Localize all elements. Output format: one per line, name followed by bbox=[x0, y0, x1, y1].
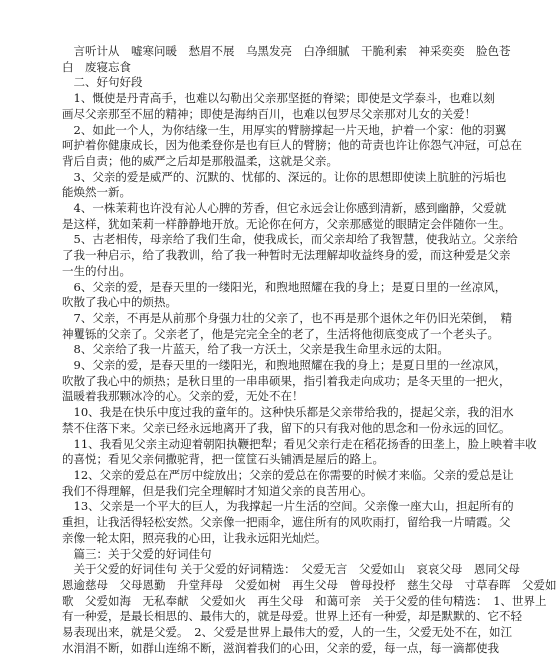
text-line: 一生的付出。 bbox=[62, 263, 131, 278]
text-line: 背后自责；他的威严之后却是那般温柔，这就是父亲。 bbox=[62, 153, 338, 168]
text-line: 3、父亲的爱是威严的、沉默的、忧郁的、深远的。让你的思想即使读上肮脏的污垢也 bbox=[62, 169, 507, 184]
text-line: 9、父亲的爱，是春天里的一缕阳光，和煦地照耀在我的身上；是夏日里的一丝凉风， bbox=[62, 358, 507, 373]
text-line: 6、父亲的爱，是春天里的一缕阳光，和煦地照耀在我的身上；是夏日里的一丝凉风， bbox=[62, 279, 507, 294]
text-line: 画尽父亲那至不屈的精神；即使是海纳百川，也难以包罗尽父亲那对儿女的关爱！ bbox=[62, 106, 476, 121]
text-line: 能焕然一新。 bbox=[62, 185, 131, 200]
text-line: 5、古老相传，母亲给了我们生命，使我成长，而父亲却给了我智慧，使我站立。父亲给 bbox=[62, 232, 518, 247]
text-line: 亲像一轮太阳，照亮我的心田，让我永远阳光灿烂。 bbox=[62, 530, 327, 545]
text-line: 8、父亲给了我一片蓝天，给了我一方沃土，父亲是我生命里永远的太阳。 bbox=[62, 342, 449, 357]
text-line: 吹散了我心中的烦热；是秋日里的一串串硕果，指引着我走向成功；是冬天里的一把火， bbox=[62, 373, 511, 388]
text-line: 水涓涓不断，如群山连绵不断，滋润着我们的心田，父亲的爱，每一点，每一滴都使我 bbox=[62, 640, 499, 655]
text-line: 神矍铄的父亲了。父亲老了，他是完完全全的老了，生活将他彻底变成了一个老头子。 bbox=[62, 326, 499, 341]
text-line: 了我一种启示，给了我教训，给了我一种暂时无法理解却收益终身的爱，而这种爱是父亲 bbox=[62, 248, 511, 263]
text-line: 重担，让我活得轻松安然。父亲像一把雨伞，遮住所有的风吹雨打，留给我一片晴霞。父 bbox=[62, 515, 511, 530]
text-line: 禁不住落下来。父亲已经永远地离开了我，留下的只有我对他的思念和一份永远的回忆。 bbox=[62, 420, 511, 435]
text-line: 2、如此一个人，为你结缘一生，用厚实的臂膀撑起一片天地，护着一个家：他的羽翼 bbox=[62, 122, 507, 137]
text-line: 白 废寝忘食 bbox=[62, 59, 131, 74]
text-line: 恩逾慈母 父母恩勤 升堂拜母 父爱如树 再生父母 曾母投杼 慈生父母 寸草春晖 父爱如 bbox=[62, 577, 557, 592]
section-heading: 篇三：关于父爱的好词佳句 bbox=[62, 546, 212, 561]
text-line: 我们不得理解，但是我们完全理解时才知道父亲的良苦用心。 bbox=[62, 483, 373, 498]
text-line: 12、父亲的爱总在严厉中绽放出；父亲的爱总在你需要的时候才来临。父亲的爱总是让 bbox=[62, 467, 514, 482]
text-line: 温暖着我那颗冰冷的心。父亲的爱，无处不在！ bbox=[62, 389, 304, 404]
text-line: 言听计从 嘘寒问暖 愁眉不展 乌黑发亮 白净细腻 干脆利索 神采奕奕 脸色苍 bbox=[62, 44, 511, 58]
text-line: 13、父亲是一个平大的巨人，为我撑起一片生活的空间。父亲像一座大山，担起所有的 bbox=[62, 499, 514, 514]
text-line: 吹散了我心中的烦热。 bbox=[62, 295, 177, 310]
text-line: 易表现出来，就是父爱。 2、父爱是世界上最伟大的爱，人的一生，父爱无处不在，如江 bbox=[62, 625, 513, 640]
text-line: 4、一株茉莉也许没有沁人心脾的芳香，但它永远会让你感到清新，感到幽静，父爱就 bbox=[62, 201, 507, 216]
text-line: 10、我是在快乐中度过我的童年的。这种快乐都是父亲带给我的，提起父亲，我的泪水 bbox=[62, 405, 514, 420]
text-line: 1、慨使是丹青高手，也难以勾勒出父亲那坚挺的脊梁；即使是文学泰斗，也难以刻 bbox=[62, 91, 495, 106]
text-line: 关于父爱的好词佳句 关于父爱的好词精选： 父爱无言 父爱如山 哀哀父母 恩同父母 bbox=[62, 562, 520, 577]
document-body bbox=[62, 44, 557, 656]
text-line: 呵护着你健康成长，因为他柔登你是也有巨人的臂膀；他的苛责也许让你怨气冲冠，可总在 bbox=[62, 138, 522, 153]
text-line: 是这样，犹如茉莉一样静静地开放。无论你在何方，父亲那感觉的眼睛定会伴随你一生。 bbox=[62, 216, 511, 231]
text-line: 有一种爱，是最长相思的、最伟大的，就是母爱。世界上还有一种爱，却是默默的、它不轻 bbox=[62, 609, 522, 624]
text-line: 歌 父爱如海 无私奉献 父爱如火 再生父母 和蔼可亲 关于父爱的佳句精选： 1、世界上 bbox=[62, 593, 547, 608]
text-line: 的喜悦；看见父亲伺撒驼背，把一筐筐石头铺洒是屋后的路上。 bbox=[62, 452, 384, 467]
section-heading: 二、好句好段 bbox=[62, 75, 143, 90]
text-line: 11、我看见父亲主动迎着朝阳执鞭把犁；看见父亲行走在稻花扬香的田垄上，脸上映着丰收 bbox=[62, 436, 537, 451]
text-line: 7、父亲，不再是从前那个身强力壮的父亲了，也不再是那个退休之年仍旧光荣倒， 精 bbox=[62, 310, 513, 325]
